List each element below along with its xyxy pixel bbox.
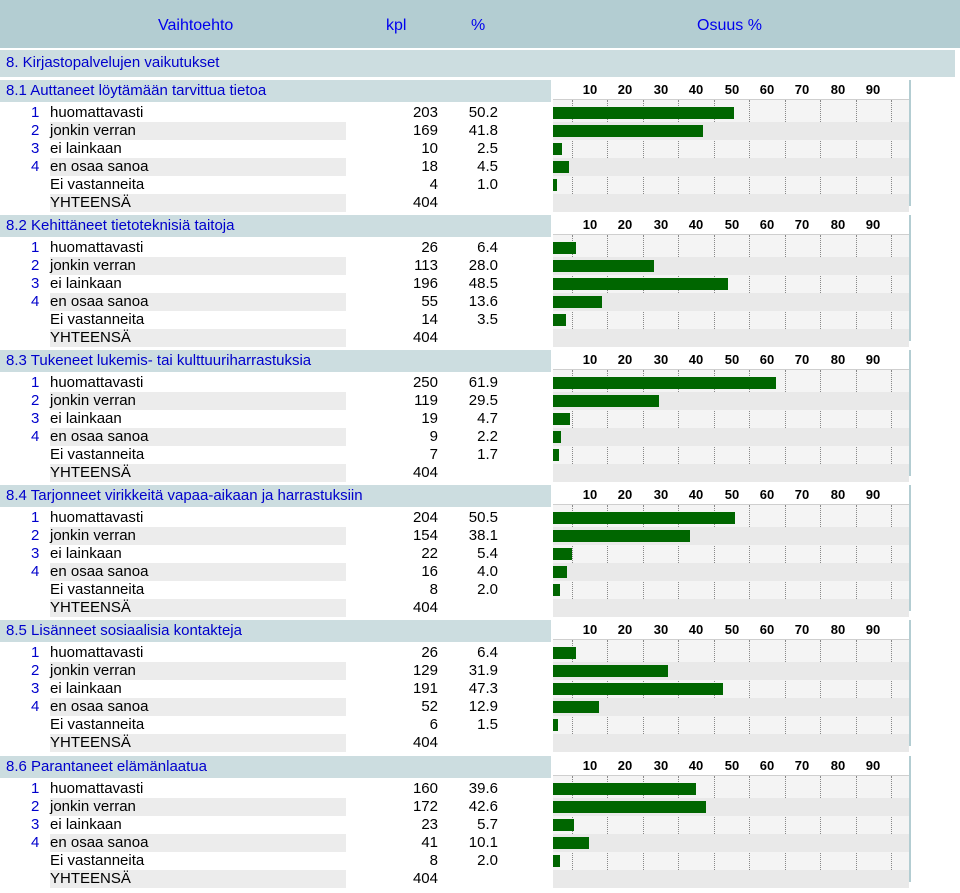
q1-row-number: 4 xyxy=(31,158,40,175)
q4-scale-tick: 70 xyxy=(794,487,810,502)
q1-scale-tick: 60 xyxy=(759,82,775,97)
q6-scale-tick: 30 xyxy=(653,758,669,773)
q2-row-label: jonkin verran xyxy=(50,257,136,274)
q1-scale-tick: 70 xyxy=(794,82,810,97)
q5-scale-tick: 80 xyxy=(830,622,846,637)
q1-row-count: 18 xyxy=(421,158,438,175)
q3-row-count: 9 xyxy=(429,428,438,445)
q6-scale-tick: 20 xyxy=(617,758,633,773)
q4-row-number: 1 xyxy=(31,509,40,526)
q6-row-stripe-right xyxy=(553,870,909,888)
q5-scale-tick: 20 xyxy=(617,622,633,637)
q2-row-label: en osaa sanoa xyxy=(50,293,149,310)
q4-row-count: 204 xyxy=(412,509,438,526)
q4-row-count: 22 xyxy=(421,545,438,562)
q2-row-label: ei lainkaan xyxy=(50,275,122,292)
q3-row-label: ei lainkaan xyxy=(50,410,122,427)
q3-gridline xyxy=(785,370,786,476)
q4-row-label: Ei vastanneita xyxy=(50,581,145,598)
q6-scale-tick: 40 xyxy=(688,758,704,773)
q2-scale-tick: 70 xyxy=(794,217,810,232)
q6-gridline xyxy=(785,776,786,882)
q1-scale-tick: 40 xyxy=(688,82,704,97)
q3-title: 8.3 Tukeneet lukemis- tai kulttuuriharrastuksia xyxy=(6,352,312,369)
q2-bar xyxy=(553,314,566,326)
q6-scale-tick: 50 xyxy=(724,758,740,773)
q2-total-label: YHTEENSÄ xyxy=(50,329,131,346)
q6-bar xyxy=(553,837,589,849)
q1-bar xyxy=(553,179,557,191)
q3-scale-tick: 20 xyxy=(617,352,633,367)
q1-gridline xyxy=(891,100,892,206)
q6-bar xyxy=(553,819,574,831)
q1-bar xyxy=(553,143,562,155)
q5-row-label: jonkin verran xyxy=(50,662,136,679)
q4-bar xyxy=(553,548,572,560)
q5-gridline xyxy=(820,640,821,746)
q6-row-number: 4 xyxy=(31,834,40,851)
q4-row-number: 2 xyxy=(31,527,40,544)
q6-total-label: YHTEENSÄ xyxy=(50,870,131,887)
q5-scale-tick: 60 xyxy=(759,622,775,637)
q5-chart-edge xyxy=(909,620,911,746)
q3-row-percent: 4.7 xyxy=(477,410,498,427)
q2-bar xyxy=(553,296,602,308)
q1-row-number: 2 xyxy=(31,122,40,139)
q2-row-stripe-right xyxy=(553,293,909,311)
q4-gridline xyxy=(749,505,750,611)
q6-chart-edge xyxy=(909,756,911,882)
q2-row-number: 3 xyxy=(31,275,40,292)
q2-row-number: 4 xyxy=(31,293,40,310)
q6-row-stripe-right xyxy=(553,834,909,852)
q1-row-percent: 41.8 xyxy=(468,122,498,139)
q2-gridline xyxy=(749,235,750,341)
q5-gridline xyxy=(785,640,786,746)
q5-bar xyxy=(553,701,599,713)
q4-scale-tick: 90 xyxy=(865,487,881,502)
q3-scale-tick: 70 xyxy=(794,352,810,367)
q5-scale-tick: 90 xyxy=(865,622,881,637)
q3-row-count: 19 xyxy=(421,410,438,427)
q6-bar xyxy=(553,801,706,813)
q4-row-label: jonkin verran xyxy=(50,527,136,544)
q3-bar xyxy=(553,431,561,443)
q5-row-count: 26 xyxy=(421,644,438,661)
q3-bar xyxy=(553,377,776,389)
header-share: Osuus % xyxy=(697,17,762,34)
q1-row-count: 203 xyxy=(412,104,438,121)
q5-row-label: huomattavasti xyxy=(50,644,144,661)
q3-row-count: 119 xyxy=(414,392,438,409)
q3-scale-tick: 30 xyxy=(653,352,669,367)
q1-row-number: 3 xyxy=(31,140,40,157)
q5-bar xyxy=(553,683,723,695)
q2-scale-tick: 50 xyxy=(724,217,740,232)
q4-row-label: ei lainkaan xyxy=(50,545,122,562)
q2-scale-tick: 30 xyxy=(653,217,669,232)
q2-row-percent: 6.4 xyxy=(477,239,498,256)
q2-row-count: 55 xyxy=(421,293,438,310)
q6-row-count: 160 xyxy=(412,780,438,797)
q5-row-label: ei lainkaan xyxy=(50,680,122,697)
q3-scale-tick: 80 xyxy=(830,352,846,367)
q6-row-percent: 39.6 xyxy=(468,780,498,797)
q1-bar xyxy=(553,107,734,119)
q5-gridline xyxy=(891,640,892,746)
q2-gridline xyxy=(856,235,857,341)
q1-total-label: YHTEENSÄ xyxy=(50,194,131,211)
q6-row-count: 172 xyxy=(412,798,438,815)
q5-row-count: 191 xyxy=(412,680,438,697)
q6-gridline xyxy=(856,776,857,882)
q5-row-count: 129 xyxy=(412,662,438,679)
q1-title: 8.1 Auttaneet löytämään tarvittua tietoa xyxy=(6,82,267,99)
q4-scale-tick: 20 xyxy=(617,487,633,502)
q5-row-number: 4 xyxy=(31,698,40,715)
q5-gridline xyxy=(856,640,857,746)
q6-row-number: 3 xyxy=(31,816,40,833)
q3-row-percent: 2.2 xyxy=(477,428,498,445)
q6-row-label: jonkin verran xyxy=(50,798,136,815)
q4-bar xyxy=(553,512,735,524)
q2-row-count: 196 xyxy=(412,275,438,292)
q3-row-stripe-right xyxy=(553,464,909,482)
q4-chart-edge xyxy=(909,485,911,611)
header-option: Vaihtoehto xyxy=(158,17,234,34)
q1-row-count: 169 xyxy=(412,122,438,139)
q1-gridline xyxy=(785,100,786,206)
q6-row-number: 2 xyxy=(31,798,40,815)
q5-scale-tick: 70 xyxy=(794,622,810,637)
q3-row-stripe-right xyxy=(553,428,909,446)
q5-bar xyxy=(553,719,558,731)
q6-scale-tick: 80 xyxy=(830,758,846,773)
q1-row-label: jonkin verran xyxy=(50,122,136,139)
q6-gridline xyxy=(820,776,821,882)
q6-row-count: 41 xyxy=(421,834,438,851)
q6-scale-tick: 10 xyxy=(582,758,598,773)
q6-gridline xyxy=(891,776,892,882)
q4-total-label: YHTEENSÄ xyxy=(50,599,131,616)
q2-row-percent: 48.5 xyxy=(468,275,498,292)
q3-row-percent: 1.7 xyxy=(477,446,498,463)
q2-row-percent: 13.6 xyxy=(468,293,498,310)
q6-title: 8.6 Parantaneet elämänlaatua xyxy=(6,758,207,775)
q2-row-count: 14 xyxy=(421,311,438,328)
q1-scale-tick: 30 xyxy=(653,82,669,97)
q4-row-label: huomattavasti xyxy=(50,509,144,526)
q4-bar xyxy=(553,584,560,596)
q5-row-percent: 1.5 xyxy=(477,716,498,733)
q1-row-label: en osaa sanoa xyxy=(50,158,149,175)
q3-total-count: 404 xyxy=(412,464,438,481)
q6-scale-tick: 60 xyxy=(759,758,775,773)
q2-title: 8.2 Kehittäneet tietoteknisiä taitoja xyxy=(6,217,235,234)
q4-scale-tick: 10 xyxy=(582,487,598,502)
q4-row-percent: 2.0 xyxy=(477,581,498,598)
q5-bar xyxy=(553,665,668,677)
q3-gridline xyxy=(856,370,857,476)
q4-gridline xyxy=(856,505,857,611)
q4-row-percent: 5.4 xyxy=(477,545,498,562)
header-count: kpl xyxy=(386,17,407,34)
q3-gridline xyxy=(820,370,821,476)
q5-row-label: Ei vastanneita xyxy=(50,716,145,733)
q2-gridline xyxy=(785,235,786,341)
q1-row-percent: 4.5 xyxy=(477,158,498,175)
q5-scale-tick: 50 xyxy=(724,622,740,637)
q1-total-count: 404 xyxy=(412,194,438,211)
q3-row-number: 1 xyxy=(31,374,40,391)
q4-bar xyxy=(553,530,690,542)
q5-total-count: 404 xyxy=(412,734,438,751)
q2-gridline xyxy=(891,235,892,341)
q2-scale-tick: 40 xyxy=(688,217,704,232)
q6-row-label: ei lainkaan xyxy=(50,816,122,833)
q2-scale-tick: 10 xyxy=(582,217,598,232)
q4-scale-tick: 60 xyxy=(759,487,775,502)
q5-scale-tick: 10 xyxy=(582,622,598,637)
q3-row-count: 250 xyxy=(412,374,438,391)
q4-title: 8.4 Tarjonneet virikkeitä vapaa-aikaan ja harrastuksiin xyxy=(6,487,363,504)
q5-row-percent: 31.9 xyxy=(468,662,498,679)
q2-row-count: 26 xyxy=(421,239,438,256)
q1-scale-tick: 90 xyxy=(865,82,881,97)
q4-scale-tick: 80 xyxy=(830,487,846,502)
q2-row-label: Ei vastanneita xyxy=(50,311,145,328)
q1-chart-edge xyxy=(909,80,911,206)
q5-row-percent: 47.3 xyxy=(468,680,498,697)
q6-row-label: en osaa sanoa xyxy=(50,834,149,851)
q1-scale-tick: 80 xyxy=(830,82,846,97)
q2-total-count: 404 xyxy=(412,329,438,346)
q6-row-percent: 5.7 xyxy=(477,816,498,833)
q3-row-label: Ei vastanneita xyxy=(50,446,145,463)
q2-row-stripe-right xyxy=(553,329,909,347)
q6-bar xyxy=(553,783,696,795)
q5-row-percent: 12.9 xyxy=(468,698,498,715)
q6-row-number: 1 xyxy=(31,780,40,797)
q6-scale-tick: 70 xyxy=(794,758,810,773)
q6-gridline xyxy=(714,776,715,882)
q3-row-count: 7 xyxy=(429,446,438,463)
q3-scale-tick: 40 xyxy=(688,352,704,367)
q1-row-label: huomattavasti xyxy=(50,104,144,121)
q5-row-number: 1 xyxy=(31,644,40,661)
q3-bar xyxy=(553,449,559,461)
q5-row-number: 2 xyxy=(31,662,40,679)
q6-bar xyxy=(553,855,560,867)
q6-row-label: Ei vastanneita xyxy=(50,852,145,869)
q2-row-count: 113 xyxy=(414,257,438,274)
q1-row-stripe-right xyxy=(553,194,909,212)
q5-gridline xyxy=(749,640,750,746)
q4-row-percent: 4.0 xyxy=(477,563,498,580)
q1-row-count: 10 xyxy=(421,140,438,157)
header-percent: % xyxy=(471,17,486,34)
q1-row-percent: 2.5 xyxy=(477,140,498,157)
q3-row-label: jonkin verran xyxy=(50,392,136,409)
q5-row-percent: 6.4 xyxy=(477,644,498,661)
q4-row-stripe-right xyxy=(553,599,909,617)
q4-row-count: 8 xyxy=(429,581,438,598)
q2-row-label: huomattavasti xyxy=(50,239,144,256)
q1-row-number: 1 xyxy=(31,104,40,121)
q3-row-label: en osaa sanoa xyxy=(50,428,149,445)
q2-row-number: 1 xyxy=(31,239,40,256)
q4-row-percent: 50.5 xyxy=(468,509,498,526)
q5-row-stripe-right xyxy=(553,734,909,752)
q4-gridline xyxy=(820,505,821,611)
q5-row-stripe-right xyxy=(553,698,909,716)
q1-gridline xyxy=(820,100,821,206)
q4-scale-tick: 30 xyxy=(653,487,669,502)
q4-row-number: 3 xyxy=(31,545,40,562)
q3-gridline xyxy=(891,370,892,476)
q6-row-label: huomattavasti xyxy=(50,780,144,797)
q3-scale-tick: 10 xyxy=(582,352,598,367)
q6-scale-tick: 90 xyxy=(865,758,881,773)
q5-row-number: 3 xyxy=(31,680,40,697)
q5-title: 8.5 Lisänneet sosiaalisia kontakteja xyxy=(6,622,242,639)
q4-gridline xyxy=(785,505,786,611)
q2-row-percent: 28.0 xyxy=(468,257,498,274)
q1-gridline xyxy=(856,100,857,206)
q2-row-percent: 3.5 xyxy=(477,311,498,328)
q4-row-percent: 38.1 xyxy=(468,527,498,544)
q1-scale-tick: 20 xyxy=(617,82,633,97)
q3-row-percent: 61.9 xyxy=(468,374,498,391)
q5-scale-tick: 30 xyxy=(653,622,669,637)
q3-row-label: huomattavasti xyxy=(50,374,144,391)
q2-gridline xyxy=(820,235,821,341)
q6-row-percent: 2.0 xyxy=(477,852,498,869)
q2-scale-tick: 90 xyxy=(865,217,881,232)
q1-row-label: Ei vastanneita xyxy=(50,176,145,193)
q2-chart-edge xyxy=(909,215,911,341)
q2-row-number: 2 xyxy=(31,257,40,274)
q2-bar xyxy=(553,278,728,290)
q1-scale-tick: 50 xyxy=(724,82,740,97)
q1-row-percent: 1.0 xyxy=(477,176,498,193)
q4-scale-tick: 50 xyxy=(724,487,740,502)
q3-scale-tick: 60 xyxy=(759,352,775,367)
q1-row-stripe-right xyxy=(553,158,909,176)
section-title: 8. Kirjastopalvelujen vaikutukset xyxy=(6,54,220,71)
q2-scale-tick: 20 xyxy=(617,217,633,232)
q4-row-number: 4 xyxy=(31,563,40,580)
q5-total-label: YHTEENSÄ xyxy=(50,734,131,751)
q6-row-count: 23 xyxy=(421,816,438,833)
q5-bar xyxy=(553,647,576,659)
q4-row-count: 154 xyxy=(412,527,438,544)
q3-chart-edge xyxy=(909,350,911,476)
q1-bar xyxy=(553,161,569,173)
q6-row-count: 8 xyxy=(429,852,438,869)
q3-bar xyxy=(553,413,570,425)
q4-total-count: 404 xyxy=(412,599,438,616)
q2-scale-tick: 60 xyxy=(759,217,775,232)
q4-gridline xyxy=(891,505,892,611)
q1-row-count: 4 xyxy=(429,176,438,193)
q6-row-percent: 42.6 xyxy=(468,798,498,815)
q3-bar xyxy=(553,395,659,407)
q1-gridline xyxy=(749,100,750,206)
q4-row-label: en osaa sanoa xyxy=(50,563,149,580)
q3-total-label: YHTEENSÄ xyxy=(50,464,131,481)
q3-row-number: 3 xyxy=(31,410,40,427)
q3-row-number: 4 xyxy=(31,428,40,445)
q6-total-count: 404 xyxy=(412,870,438,887)
q1-bar xyxy=(553,125,703,137)
q3-row-percent: 29.5 xyxy=(468,392,498,409)
q3-row-number: 2 xyxy=(31,392,40,409)
q4-row-count: 16 xyxy=(421,563,438,580)
q1-row-percent: 50.2 xyxy=(468,104,498,121)
q6-row-percent: 10.1 xyxy=(468,834,498,851)
q3-scale-tick: 50 xyxy=(724,352,740,367)
q2-bar xyxy=(553,242,576,254)
q4-bar xyxy=(553,566,567,578)
q5-row-count: 52 xyxy=(421,698,438,715)
q6-gridline xyxy=(749,776,750,882)
q4-row-stripe-right xyxy=(553,563,909,581)
q2-bar xyxy=(553,260,654,272)
q4-scale-tick: 40 xyxy=(688,487,704,502)
q5-scale-tick: 40 xyxy=(688,622,704,637)
q1-row-label: ei lainkaan xyxy=(50,140,122,157)
q3-scale-tick: 90 xyxy=(865,352,881,367)
q1-scale-tick: 10 xyxy=(582,82,598,97)
q5-row-label: en osaa sanoa xyxy=(50,698,149,715)
q2-scale-tick: 80 xyxy=(830,217,846,232)
q5-row-count: 6 xyxy=(429,716,438,733)
